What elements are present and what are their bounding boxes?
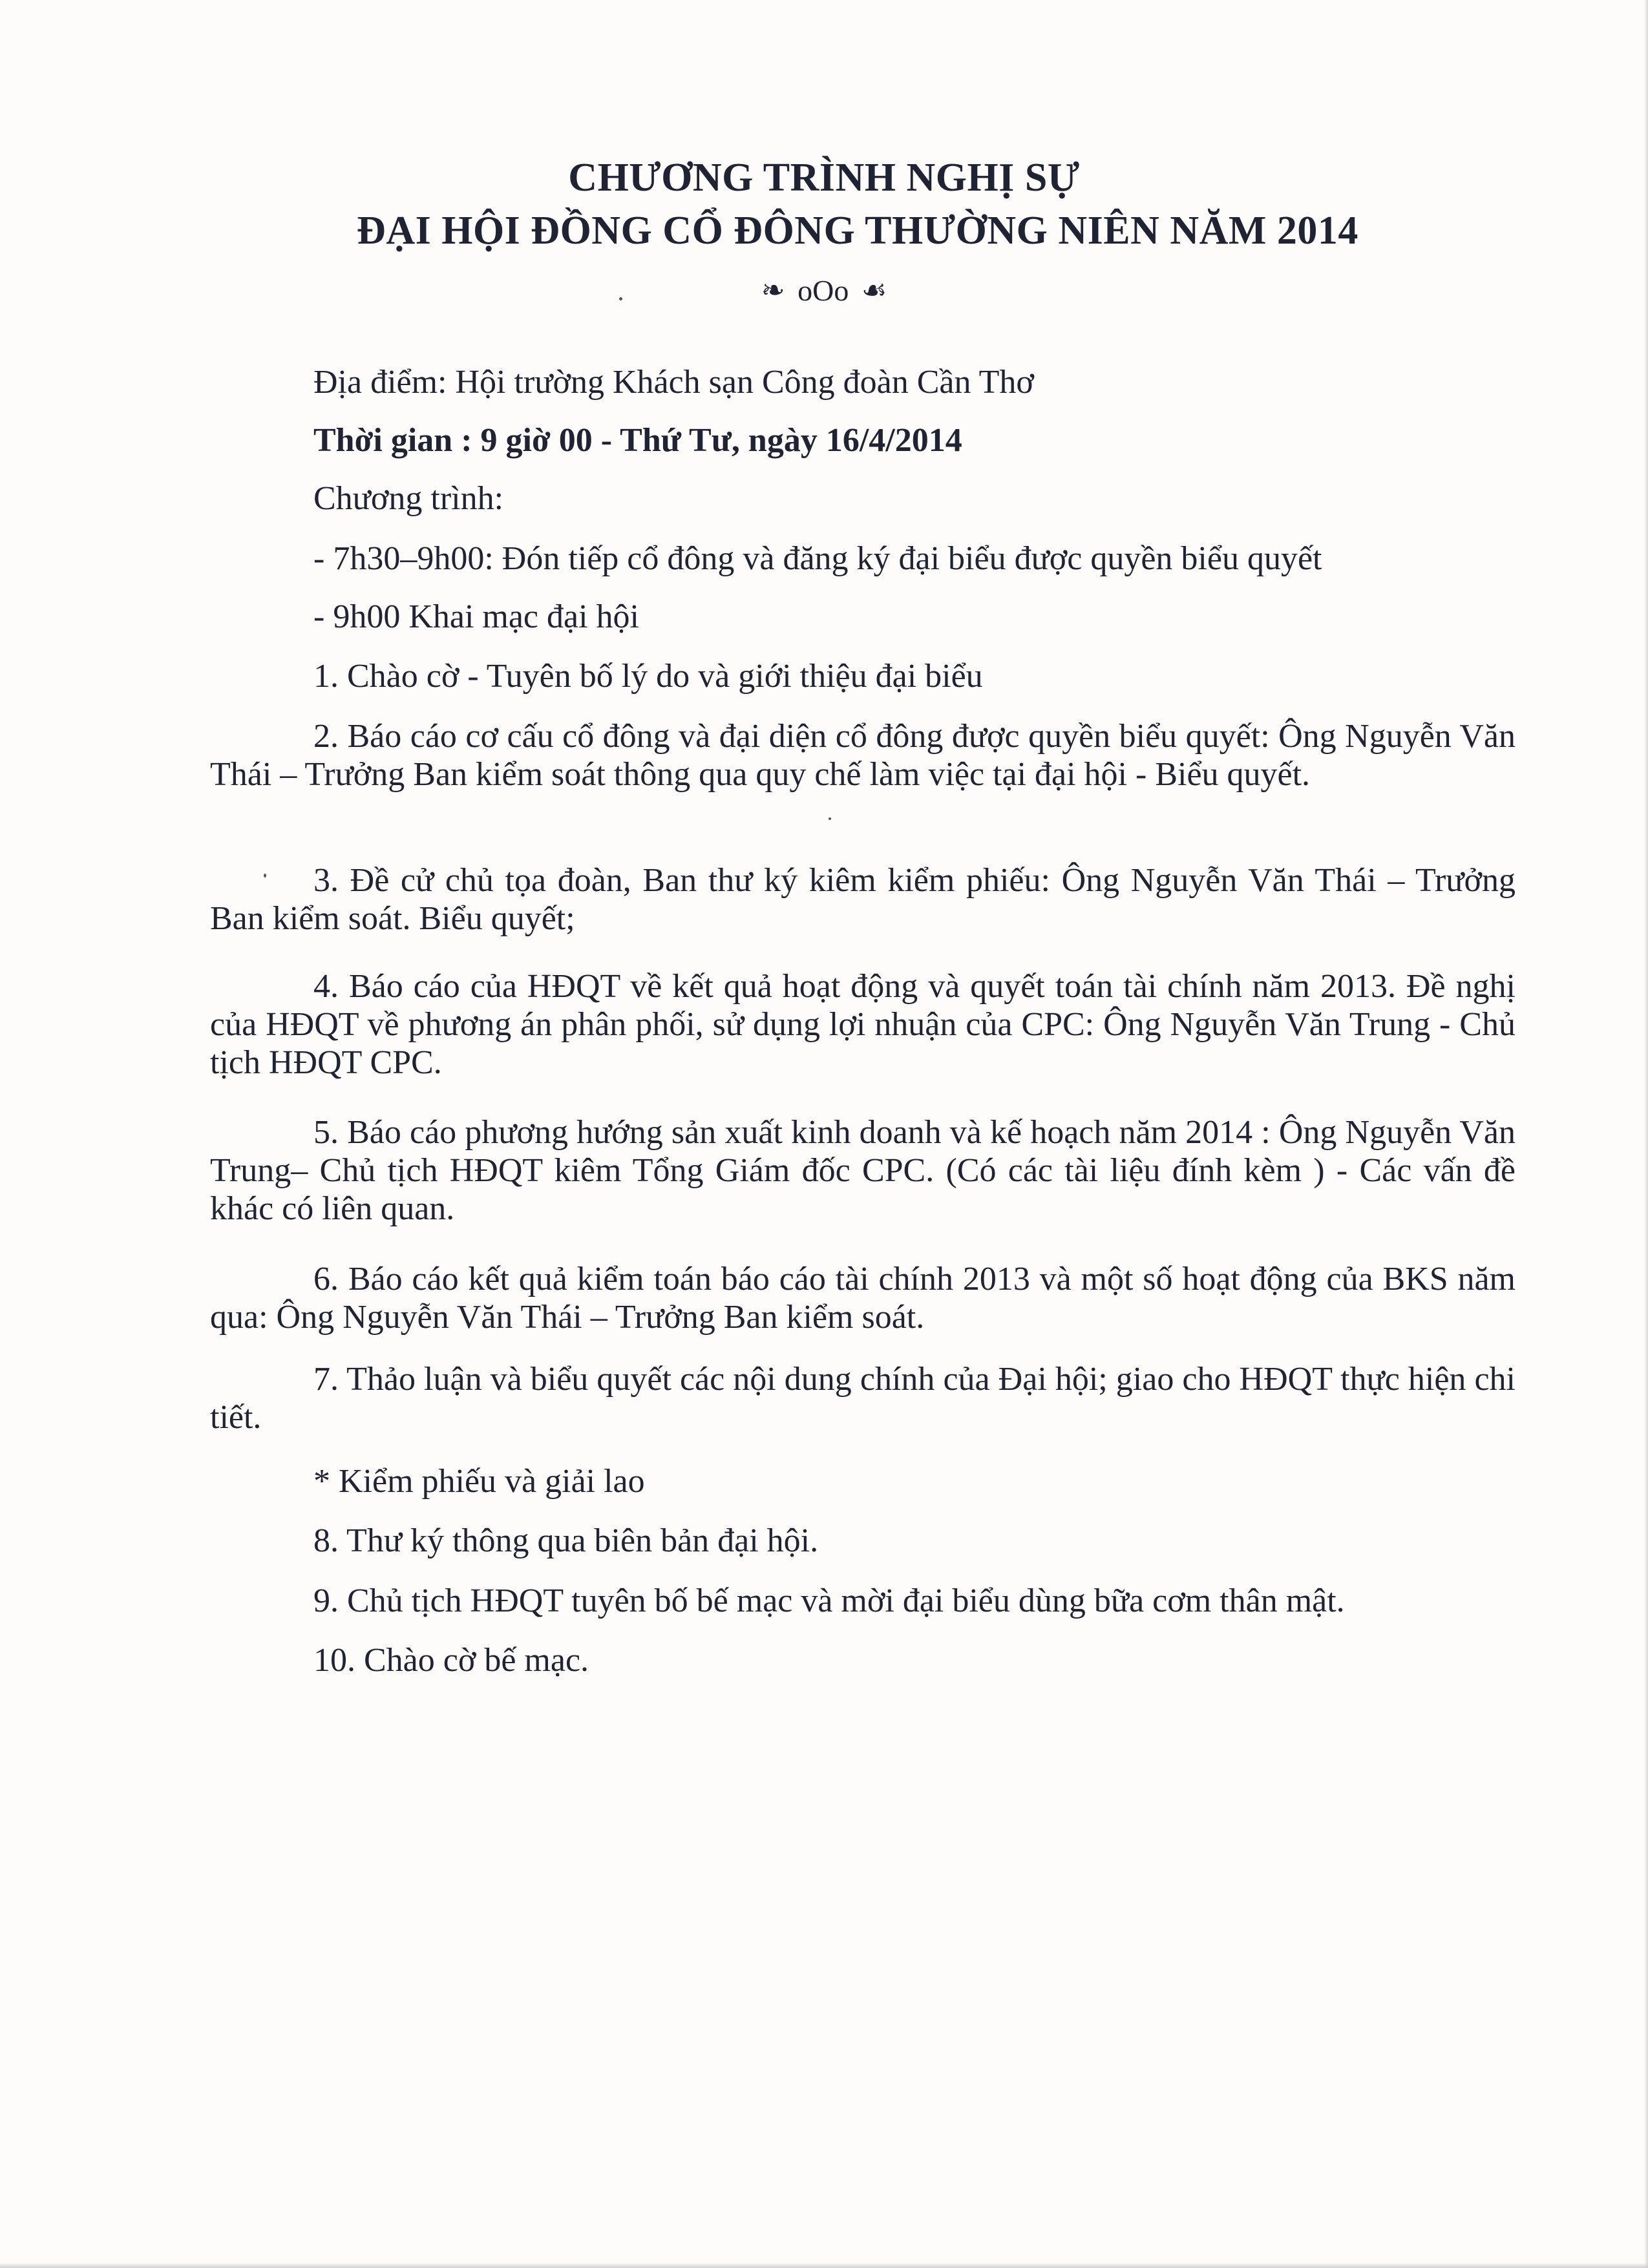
scan-edge bbox=[1644, 0, 1648, 2268]
agenda-item-2: 2. Báo cáo cơ cấu cổ đông và đại diện cổ đông được quyền biểu quyết: Ông Nguyễn Văn Thái – Trưởng Ban kiểm soát thông qua quy chế làm việc tại đại hội - Biểu quyết. bbox=[210, 718, 1516, 793]
agenda-item-8: 8. Thư ký thông qua biên bản đại hội. bbox=[313, 1522, 819, 1559]
floral-left-icon: ❧ bbox=[761, 274, 785, 306]
agenda-item-10: 10. Chào cờ bế mạc. bbox=[313, 1642, 589, 1679]
agenda-item-6: 6. Báo cáo kết quả kiểm toán báo cáo tài chính 2013 và một số hoạt động của BKS năm qua: Ông Nguyễn Văn Thái – Trưởng Ban kiểm soát. bbox=[210, 1261, 1516, 1336]
document-subtitle: ĐẠI HỘI ĐỒNG CỔ ĐÔNG THƯỜNG NIÊN NĂM 2014 bbox=[357, 209, 1358, 253]
agenda-item-5: 5. Báo cáo phương hướng sản xuất kinh doanh và kế hoạch năm 2014 : Ông Nguyễn Văn Trung– Chủ tịch HĐQT kiêm Tổng Giám đốc CPC. (Có các tài liệu đính kèm ) - Các vấn đề khác có liên quan. bbox=[210, 1114, 1516, 1227]
agenda-item-4: 4. Báo cáo của HĐQT về kết quả hoạt động và quyết toán tài chính năm 2013. Đề nghị của HĐQT về phương án phân phối, sử dụng lợi nhuận của CPC: Ông Nguyễn Văn Trung - Chủ tịch HĐQT CPC. bbox=[210, 968, 1516, 1081]
program-label: Chương trình: bbox=[313, 480, 504, 517]
pre-item: - 7h30–9h00: Đón tiếp cổ đông và đăng ký đại biểu được quyền biểu quyết bbox=[313, 540, 1322, 577]
scan-speck bbox=[619, 297, 622, 300]
scan-speck bbox=[264, 874, 266, 877]
scan-speck bbox=[829, 817, 831, 820]
time-line: Thời gian : 9 giờ 00 - Thứ Tư, ngày 16/4/2014 bbox=[313, 422, 962, 459]
pre-item: - 9h00 Khai mạc đại hội bbox=[313, 598, 639, 635]
floral-right-icon: ☙ bbox=[861, 274, 887, 306]
agenda-item-9: 9. Chủ tịch HĐQT tuyên bố bế mạc và mời đại biểu dùng bữa cơm thân mật. bbox=[313, 1582, 1345, 1619]
agenda-item-3: 3. Đề cử chủ tọa đoàn, Ban thư ký kiêm kiểm phiếu: Ông Nguyễn Văn Thái – Trưởng Ban kiểm soát. Biểu quyết; bbox=[210, 862, 1516, 937]
agenda-item-7: 7. Thảo luận và biểu quyết các nội dung chính của Đại hội; giao cho HĐQT thực hiện chi tiết. bbox=[210, 1361, 1516, 1436]
document-title: CHƯƠNG TRÌNH NGHỊ SỰ bbox=[568, 156, 1080, 200]
scan-edge bbox=[0, 2263, 1648, 2268]
location-line: Địa điểm: Hội trường Khách sạn Công đoàn Cần Thơ bbox=[313, 364, 1034, 401]
break-note: * Kiểm phiếu và giải lao bbox=[313, 1463, 645, 1500]
ornament-divider bbox=[0, 270, 1648, 308]
agenda-item-1: 1. Chào cờ - Tuyên bố lý do và giới thiệu đại biểu bbox=[313, 658, 983, 695]
ornament-text: oOo bbox=[798, 273, 849, 307]
